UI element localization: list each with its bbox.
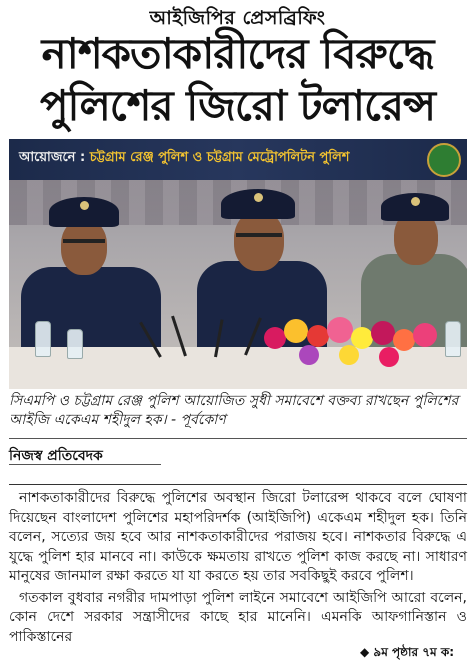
banner-text (19, 148, 349, 169)
article-paragraph-1: নাশকতাকারীদের বিরুদ্ধে পুলিশের অবস্থান জিরো টলারেন্স থাকবে বলে ঘোষণা দিয়েছেন বাংলাদেশ পুলিশের মহাপরিদর্শক (আইজিপি) একেএম শহীদুল হক। তিনি বলেন, সত্যের জয় হবে আর নাশকতাকারীদের পরাজয় হবে। নাশকতার বিরুদ্ধে এ যুদ্ধে পুলিশ হার মানবে না। কাউকে ক্ষমতায় রাখতে পুলিশ কাজ করছে না। সাধারণ মানুষের জানমাল রক্ষা করতে যা যা করতে হয় তার সবকিছুই করবে পুলিশ। (9, 490, 467, 584)
flower-bouquet (284, 319, 308, 343)
flower-bouquet (307, 325, 329, 347)
flower-bouquet (413, 323, 437, 347)
event-banner (9, 139, 467, 180)
flower-bouquet (379, 347, 399, 367)
flower-bouquet (327, 317, 353, 343)
flower-bouquet (299, 345, 319, 365)
flower-bouquet (264, 327, 286, 349)
photo-caption: সিএমপি ও চট্টগ্রাম রেঞ্জ পুলিশ আয়োজিত সুধী সমাবেশে বক্তব্য রাখছেন পুলিশের আইজি একেএম শহীদুল হক। - পূর্বকোণ (9, 393, 459, 428)
continuation-note: ◆ ৯ম পৃষ্ঠার ৭ম ক: (360, 645, 455, 659)
article-paragraph-2: গতকাল বুধবার নগরীর দামপাড়া পুলিশ লাইনে সমাবেশে আইজিপি আরো বলেন, কোন দেশে সরকার সন্ত্রাসীদের কাছে হার মানেনি। এমনকি আফগানিস্তান ও পাকিস্তানের (9, 589, 467, 645)
headline-line-2: পুলিশের জিরো টলারেন্স (39, 81, 436, 130)
continuation-text: ৯ম পৃষ্ঠার ৭ম ক: (373, 645, 455, 659)
banner-prefix: আয়োজনে : (19, 150, 90, 165)
banner-organizer: চট্টগ্রাম রেঞ্জ পুলিশ ও চট্টগ্রাম মেট্রোপলিটন পুলিশ (89, 150, 350, 165)
water-bottle (67, 329, 83, 359)
press-briefing-photo (9, 139, 467, 389)
water-bottle (35, 321, 51, 357)
flower-bouquet (339, 345, 359, 365)
police-emblem-icon (427, 143, 461, 177)
byline: নিজস্ব প্রতিবেদক (9, 438, 467, 468)
article-body (9, 484, 467, 647)
water-bottle (445, 321, 461, 357)
byline-rule (9, 464, 161, 465)
flower-bouquet (371, 321, 395, 345)
kicker: আইজিপির প্রেসব্রিফিং (149, 7, 326, 29)
headline-line-1: নাশকতাকারীদের বিরুদ্ধে (41, 29, 434, 78)
flower-bouquet (393, 329, 415, 351)
